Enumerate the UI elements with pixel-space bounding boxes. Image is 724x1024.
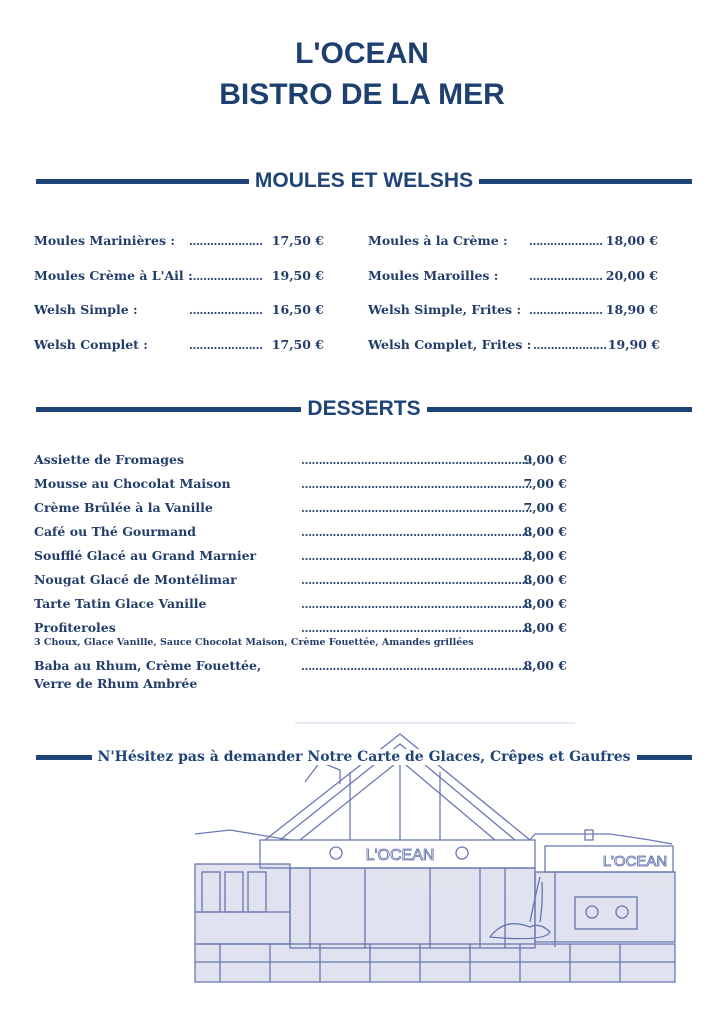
dessert-name: Profiteroles <box>34 620 116 635</box>
section-heading-desserts <box>36 394 692 424</box>
footer-banner <box>36 742 692 772</box>
dessert-price: 8,00 € <box>523 658 567 673</box>
dessert-name: Crème Brûlée à la Vanille <box>34 500 213 515</box>
dessert-name: Baba au Rhum, Crème Fouettée, <box>34 658 262 673</box>
menu-item-price: 17,50 € <box>271 337 324 352</box>
dot-leader: ………………………………………………………… <box>301 478 532 491</box>
footer-message: N'Hésitez pas à demander Notre Carte de Glaces, Crêpes et Gaufres <box>92 749 637 765</box>
menu-item-name: Welsh Simple, Frites : <box>368 302 522 317</box>
menu-item-price: 20,00 € <box>605 268 658 283</box>
dessert-name: Nougat Glacé de Montélimar <box>34 572 237 587</box>
dessert-price: 8,00 € <box>523 572 567 587</box>
menu-item-price: 17,50 € <box>271 233 324 248</box>
side-sign: L'OCEAN <box>602 853 668 870</box>
dessert-price: 7,00 € <box>523 500 567 515</box>
dot-leader: ………………… <box>189 304 263 317</box>
dot-leader: ………………… <box>189 270 263 283</box>
dessert-price: 8,00 € <box>523 596 567 611</box>
dot-leader: ………………………………………………………… <box>301 574 532 587</box>
menu-item-price: 18,00 € <box>605 233 658 248</box>
dessert-price: 9,00 € <box>523 452 567 467</box>
dessert-price: 8,00 € <box>523 620 567 635</box>
dot-leader: ………………… <box>529 304 603 317</box>
dot-leader: ………………………………………………………… <box>301 526 532 539</box>
dessert-name: Soufflé Glacé au Grand Marnier <box>34 548 257 563</box>
menu-item-price: 19,90 € <box>607 337 660 352</box>
menu-item-name: Welsh Complet : <box>34 337 148 352</box>
dot-leader: ………………… <box>529 270 603 283</box>
menu-item-price: 16,50 € <box>271 302 324 317</box>
dessert-price: 8,00 € <box>523 524 567 539</box>
menu-item-name: Welsh Simple : <box>34 302 138 317</box>
heading-rule-right <box>479 179 692 184</box>
menu-item-price: 19,50 € <box>271 268 324 283</box>
restaurant-subtitle: BISTRO DE LA MER <box>219 78 505 111</box>
menu-item-name: Welsh Complet, Frites : <box>368 337 532 352</box>
heading-rule-left <box>36 407 301 412</box>
heading-rule-right <box>427 407 692 412</box>
restaurant-name: L'OCEAN <box>295 37 429 70</box>
dot-leader: ………………………………………………………… <box>301 454 532 467</box>
dessert-name: Assiette de Fromages <box>34 452 185 467</box>
dot-leader: ………………… <box>533 339 607 352</box>
banner-rule-right <box>637 755 693 760</box>
menu-item-name: Moules Crème à L'Ail : <box>34 268 193 283</box>
dot-leader: ………………………………………………………… <box>301 502 532 515</box>
dot-leader: ………………… <box>189 339 263 352</box>
dessert-price: 8,00 € <box>523 548 567 563</box>
heading-rule-left <box>36 179 249 184</box>
dot-leader: ………………………………………………………… <box>301 598 532 611</box>
dessert-name-line2: Verre de Rhum Ambrée <box>34 676 198 691</box>
menu-item-name: Moules Marinières : <box>34 233 175 248</box>
dessert-price: 7,00 € <box>523 476 567 491</box>
facade-sign: L'OCEAN <box>365 847 435 864</box>
dot-leader: ………………… <box>529 235 603 248</box>
dot-leader: ………………………………………………………… <box>301 622 532 635</box>
dessert-name: Café ou Thé Gourmand <box>34 524 197 539</box>
dessert-name: Mousse au Chocolat Maison <box>34 476 231 491</box>
menu-item-name: Moules Maroilles : <box>368 268 499 283</box>
menu-item-name: Moules à la Crème : <box>368 233 508 248</box>
dot-leader: ………………… <box>189 235 263 248</box>
dessert-description: 3 Choux, Glace Vanille, Sauce Chocolat Maison, Crème Fouettée, Amandes grillées <box>34 637 474 648</box>
banner-rule-left <box>36 755 92 760</box>
section-heading-moules <box>36 166 692 196</box>
section-title: DESSERTS <box>307 397 421 420</box>
menu-item-price: 18,90 € <box>605 302 658 317</box>
dot-leader: ………………………………………………………… <box>301 550 532 563</box>
section-title: MOULES ET WELSHS <box>254 169 474 192</box>
dot-leader: ………………………………………………………… <box>301 660 532 673</box>
dessert-name: Tarte Tatin Glace Vanille <box>34 596 207 611</box>
